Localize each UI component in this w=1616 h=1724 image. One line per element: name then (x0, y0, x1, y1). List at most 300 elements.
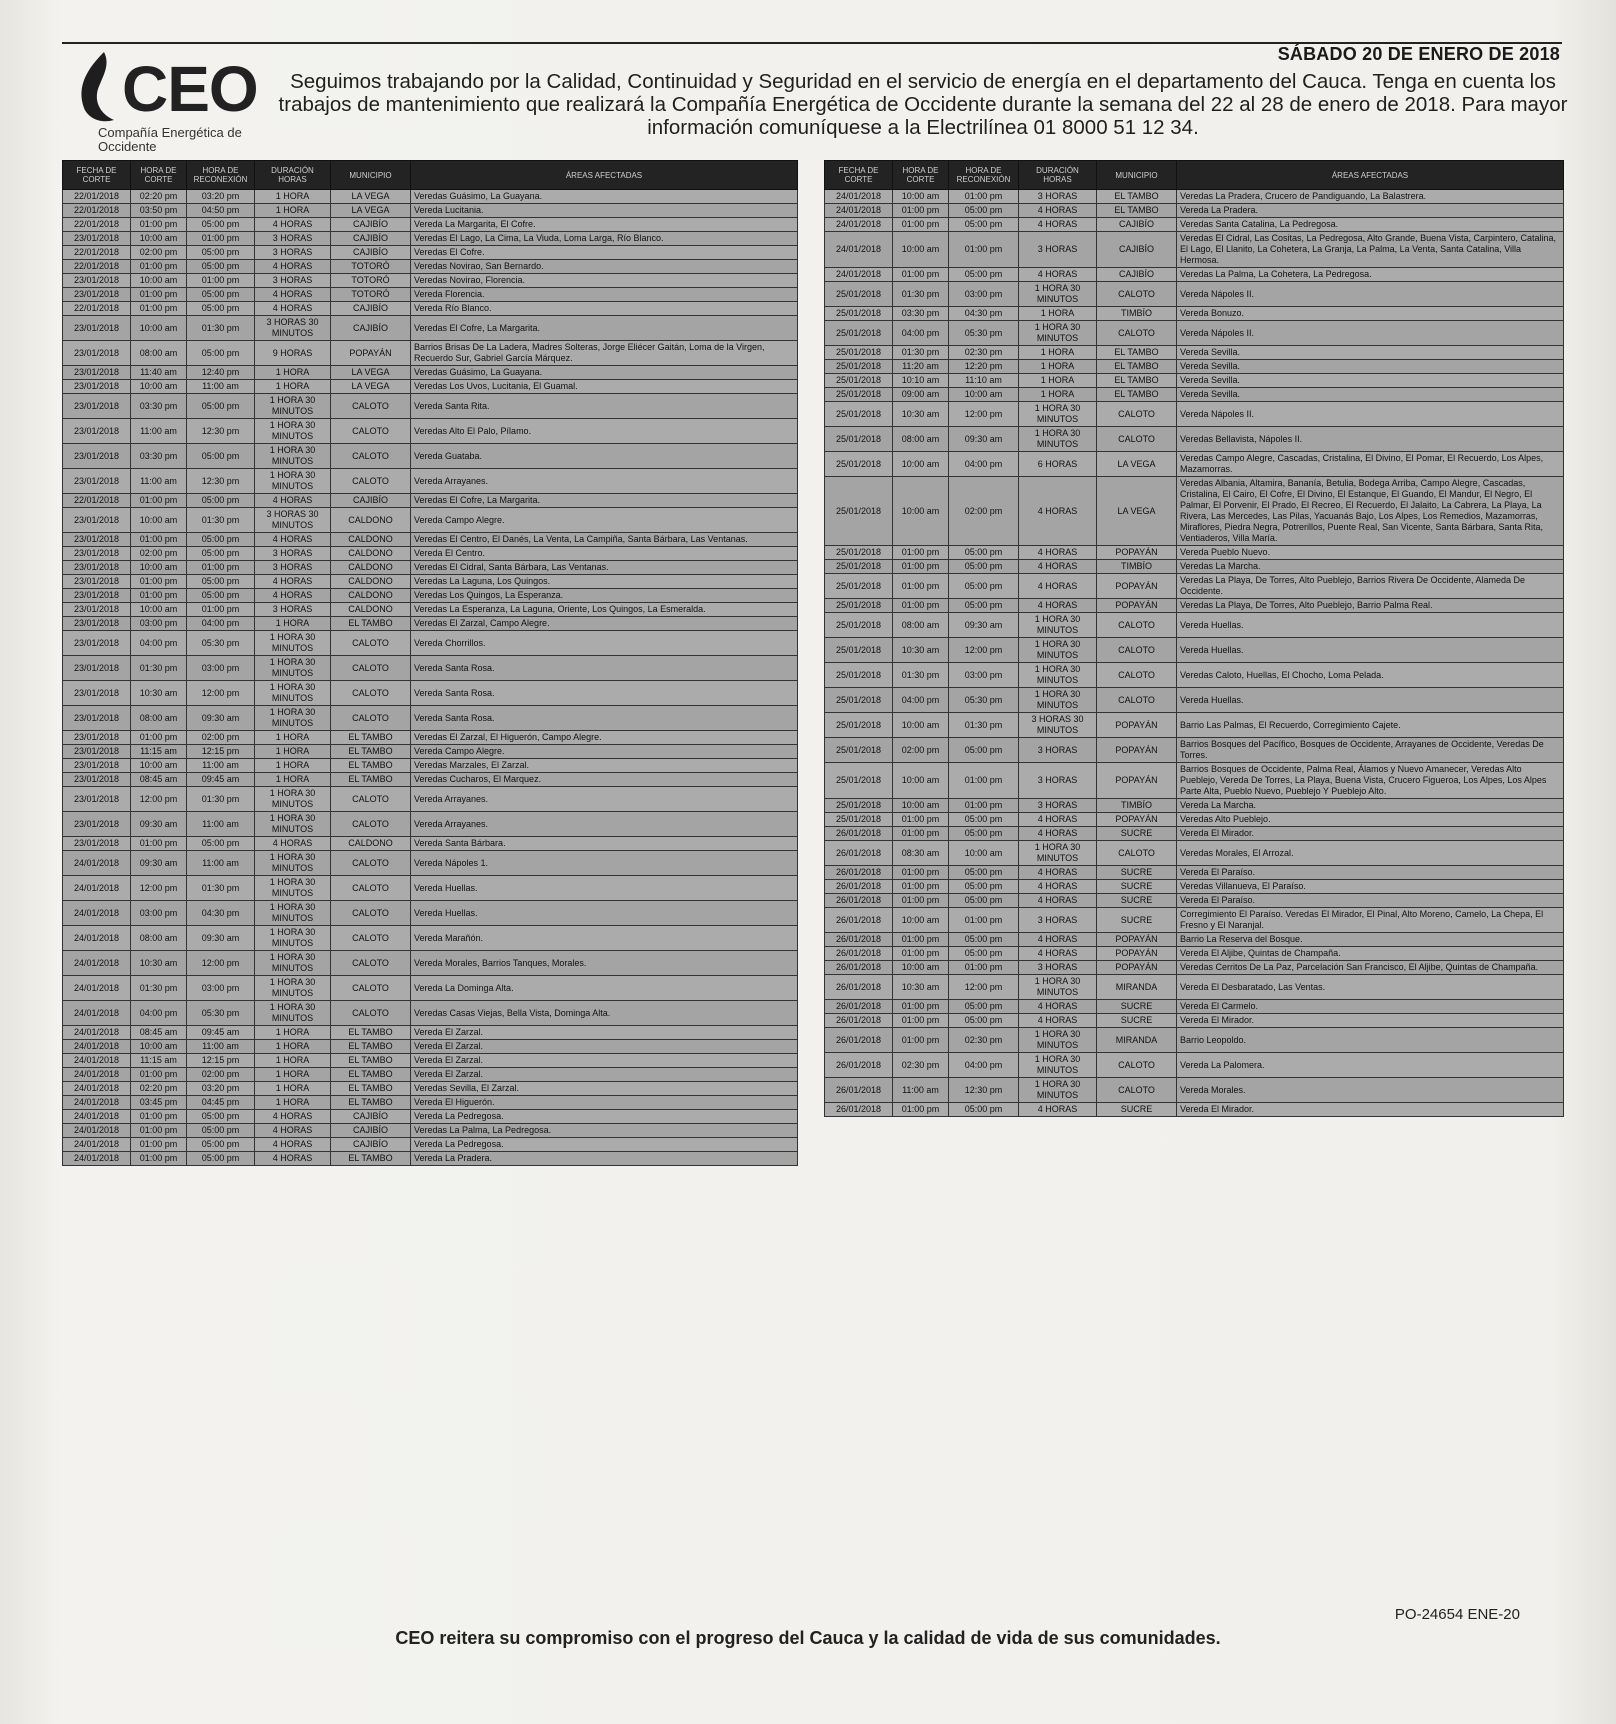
cell-cut-date: 25/01/2018 (825, 638, 893, 663)
cell-duration: 4 HORAS (1019, 574, 1097, 599)
column-header-cut-date: FECHA DE CORTE (63, 161, 131, 190)
cell-cut-time: 01:00 pm (893, 599, 949, 613)
cell-affected-areas: Vereda El Higuerón. (411, 1096, 798, 1110)
cell-affected-areas: Veredas La Palma, La Cohetera, La Pedregosa. (1177, 268, 1564, 282)
cell-duration: 1 HORA 30 MINUTOS (255, 787, 331, 812)
cell-reconnection-time: 01:00 pm (187, 603, 255, 617)
cell-reconnection-time: 04:00 pm (949, 452, 1019, 477)
cell-duration: 3 HORAS (255, 561, 331, 575)
cell-cut-date: 22/01/2018 (63, 302, 131, 316)
cell-reconnection-time: 01:30 pm (187, 876, 255, 901)
cell-municipality: CALOTO (331, 1001, 411, 1026)
cell-reconnection-time: 11:00 am (187, 851, 255, 876)
cell-duration: 4 HORAS (1019, 933, 1097, 947)
cell-reconnection-time: 01:30 pm (187, 316, 255, 341)
cell-affected-areas: Veredas Campo Alegre, Cascadas, Cristalina, El Divino, El Pomar, El Recuerdo, Los Alpes, Mazamorras. (1177, 452, 1564, 477)
cell-affected-areas: Vereda Santa Bárbara. (411, 837, 798, 851)
cell-reconnection-time: 01:30 pm (187, 508, 255, 533)
cell-reconnection-time: 04:00 pm (949, 1053, 1019, 1078)
cell-cut-date: 25/01/2018 (825, 799, 893, 813)
cell-cut-time: 08:00 am (131, 706, 187, 731)
cell-municipality: CALDONO (331, 589, 411, 603)
cell-reconnection-time: 05:00 pm (187, 288, 255, 302)
table-row (825, 1078, 1564, 1103)
cell-reconnection-time: 10:00 am (949, 841, 1019, 866)
cell-reconnection-time: 05:00 pm (949, 933, 1019, 947)
cell-municipality: CAJIBÍO (1097, 268, 1177, 282)
cell-municipality: TOTORÓ (331, 260, 411, 274)
cell-cut-date: 23/01/2018 (63, 469, 131, 494)
cell-duration: 1 HORA 30 MINUTOS (255, 976, 331, 1001)
cell-reconnection-time: 12:00 pm (187, 951, 255, 976)
cell-cut-time: 01:00 pm (893, 880, 949, 894)
cell-cut-time: 08:00 am (893, 427, 949, 452)
cell-duration: 4 HORAS (255, 218, 331, 232)
cell-cut-time: 01:00 pm (893, 560, 949, 574)
cell-duration: 1 HORA 30 MINUTOS (1019, 402, 1097, 427)
publication-date: SÁBADO 20 DE ENERO DE 2018 (1277, 44, 1560, 64)
cell-duration: 1 HORA 30 MINUTOS (255, 469, 331, 494)
cell-municipality: CALOTO (1097, 841, 1177, 866)
cell-reconnection-time: 12:20 pm (949, 360, 1019, 374)
cell-reconnection-time: 11:00 am (187, 380, 255, 394)
table-row (825, 975, 1564, 1000)
cell-affected-areas: Vereda Morales, Barrios Tanques, Morales. (411, 951, 798, 976)
cell-duration: 1 HORA (255, 617, 331, 631)
cell-municipality: CALDONO (331, 561, 411, 575)
cell-duration: 4 HORAS (1019, 599, 1097, 613)
cell-reconnection-time: 05:00 pm (187, 218, 255, 232)
cell-duration: 3 HORAS (1019, 799, 1097, 813)
cell-reconnection-time: 01:00 pm (949, 232, 1019, 268)
cell-affected-areas: Vereda Arrayanes. (411, 812, 798, 837)
table-row (825, 1028, 1564, 1053)
cell-municipality: EL TAMBO (331, 617, 411, 631)
table-row (825, 599, 1564, 613)
cell-affected-areas: Vereda Marañón. (411, 926, 798, 951)
cell-reconnection-time: 03:00 pm (187, 656, 255, 681)
cell-reconnection-time: 02:00 pm (187, 731, 255, 745)
cell-affected-areas: Vereda Huellas. (411, 876, 798, 901)
cell-cut-date: 23/01/2018 (63, 380, 131, 394)
table-row (63, 837, 798, 851)
cell-cut-date: 25/01/2018 (825, 813, 893, 827)
cell-municipality: TIMBÍO (1097, 307, 1177, 321)
table-row (63, 681, 798, 706)
cell-cut-date: 23/01/2018 (63, 773, 131, 787)
cell-cut-time: 01:00 pm (131, 302, 187, 316)
table-row (825, 813, 1564, 827)
cell-municipality: SUCRE (1097, 908, 1177, 933)
cell-reconnection-time: 04:00 pm (187, 617, 255, 631)
cell-duration: 1 HORA 30 MINUTOS (255, 851, 331, 876)
table-row (825, 374, 1564, 388)
cell-affected-areas: Vereda Sevilla. (1177, 388, 1564, 402)
cell-reconnection-time: 05:00 pm (949, 546, 1019, 560)
cell-cut-time: 10:00 am (131, 1040, 187, 1054)
table-row (825, 713, 1564, 738)
table-row (63, 204, 798, 218)
cell-municipality: CALOTO (331, 926, 411, 951)
cell-cut-time: 03:00 pm (131, 901, 187, 926)
cell-duration: 1 HORA 30 MINUTOS (255, 951, 331, 976)
cell-cut-date: 24/01/2018 (63, 1082, 131, 1096)
cell-reconnection-time: 03:20 pm (187, 1082, 255, 1096)
cell-affected-areas: Barrio La Reserva del Bosque. (1177, 933, 1564, 947)
table-row (63, 812, 798, 837)
cell-affected-areas: Vereda La Dominga Alta. (411, 976, 798, 1001)
cell-cut-time: 10:10 am (893, 374, 949, 388)
cell-affected-areas: Veredas Alto Pueblejo. (1177, 813, 1564, 827)
cell-cut-time: 10:00 am (893, 713, 949, 738)
cell-affected-areas: Veredas La Esperanza, La Laguna, Oriente, Los Quingos, La Esmeralda. (411, 603, 798, 617)
cell-cut-time: 10:00 am (131, 316, 187, 341)
cell-affected-areas: Vereda La Margarita, El Cofre. (411, 218, 798, 232)
cell-municipality: CAJIBÍO (331, 218, 411, 232)
cell-duration: 3 HORAS (255, 246, 331, 260)
cell-duration: 4 HORAS (1019, 560, 1097, 574)
cell-duration: 4 HORAS (1019, 546, 1097, 560)
cell-duration: 1 HORA 30 MINUTOS (255, 926, 331, 951)
cell-reconnection-time: 12:40 pm (187, 366, 255, 380)
cell-affected-areas: Vereda Nápoles II. (1177, 402, 1564, 427)
cell-affected-areas: Veredas La Laguna, Los Quingos. (411, 575, 798, 589)
cell-duration: 1 HORA (255, 759, 331, 773)
cell-cut-date: 25/01/2018 (825, 738, 893, 763)
cell-municipality: CALOTO (331, 656, 411, 681)
cell-duration: 4 HORAS (1019, 866, 1097, 880)
table-row (825, 307, 1564, 321)
cell-cut-date: 22/01/2018 (63, 218, 131, 232)
cell-cut-date: 23/01/2018 (63, 656, 131, 681)
cell-cut-date: 24/01/2018 (63, 1040, 131, 1054)
cell-cut-time: 10:00 am (893, 908, 949, 933)
cell-cut-date: 23/01/2018 (63, 394, 131, 419)
table-row (825, 282, 1564, 307)
cell-duration: 1 HORA (1019, 346, 1097, 360)
cell-cut-time: 10:30 am (131, 681, 187, 706)
cell-cut-date: 26/01/2018 (825, 827, 893, 841)
cell-reconnection-time: 05:00 pm (949, 947, 1019, 961)
table-row (63, 533, 798, 547)
cell-duration: 1 HORA 30 MINUTOS (255, 444, 331, 469)
cell-municipality: CALDONO (331, 508, 411, 533)
cell-cut-time: 12:00 pm (131, 876, 187, 901)
cell-municipality: EL TAMBO (331, 1096, 411, 1110)
cell-reconnection-time: 01:00 pm (187, 232, 255, 246)
cell-cut-date: 26/01/2018 (825, 880, 893, 894)
cell-reconnection-time: 01:00 pm (949, 961, 1019, 975)
cell-affected-areas: Vereda Nápoles 1. (411, 851, 798, 876)
cell-reconnection-time: 02:30 pm (949, 346, 1019, 360)
cell-cut-time: 09:30 am (131, 851, 187, 876)
cell-cut-time: 01:30 pm (131, 656, 187, 681)
cell-duration: 1 HORA 30 MINUTOS (1019, 282, 1097, 307)
cell-duration: 4 HORAS (1019, 218, 1097, 232)
cell-cut-time: 10:00 am (893, 190, 949, 204)
cell-affected-areas: Vereda Morales. (1177, 1078, 1564, 1103)
table-row (825, 560, 1564, 574)
cell-reconnection-time: 01:00 pm (187, 561, 255, 575)
table-row (63, 1026, 798, 1040)
cell-affected-areas: Veredas Marzales, El Zarzal. (411, 759, 798, 773)
column-header-municipality: MUNICIPIO (331, 161, 411, 190)
table-header-row (825, 161, 1564, 190)
cell-cut-date: 24/01/2018 (63, 926, 131, 951)
table-row (63, 547, 798, 561)
cell-cut-date: 23/01/2018 (63, 316, 131, 341)
cell-cut-date: 26/01/2018 (825, 1028, 893, 1053)
cell-reconnection-time: 12:15 pm (187, 1054, 255, 1068)
cell-duration: 1 HORA 30 MINUTOS (1019, 1078, 1097, 1103)
cell-duration: 1 HORA (255, 745, 331, 759)
cell-affected-areas: Veredas Albania, Altamira, Bananía, Betulia, Bodega Arriba, Campo Alegre, Cascadas, Cristalina, El Cairo, El Cofre, El Divino, El Estanque, El Guando, El Mandur, El Negro, El Palmar, El Porvenir, El Prado, El Recreo, El Recuerdo, El Jalaito, La Cabrera, La Playa, La Rivera, Las Mercedes, Las Pilas, Yacuanás Bajo, Los Alpes, Los Remedios, Mazamorras, Miraflores, Piedra Negra, Potrerillos, Puente Real, San Vicente, Santa Bárbara, Santa Rita, Ventiaderos, Villa María. (1177, 477, 1564, 546)
table-row (825, 204, 1564, 218)
table-row (825, 346, 1564, 360)
cell-municipality: EL TAMBO (331, 1026, 411, 1040)
cell-affected-areas: Vereda El Zarzal. (411, 1040, 798, 1054)
cell-cut-time: 11:15 am (131, 745, 187, 759)
footer-slogan: CEO reitera su compromiso con el progreso del Cauca y la calidad de vida de sus comunidades. (395, 1628, 1221, 1648)
cell-cut-time: 01:00 pm (131, 1152, 187, 1166)
cell-reconnection-time: 05:00 pm (949, 1014, 1019, 1028)
cell-cut-date: 25/01/2018 (825, 388, 893, 402)
cell-affected-areas: Vereda Campo Alegre. (411, 745, 798, 759)
cell-cut-date: 26/01/2018 (825, 841, 893, 866)
cell-cut-date: 23/01/2018 (63, 561, 131, 575)
cell-reconnection-time: 11:00 am (187, 1040, 255, 1054)
cell-cut-time: 04:00 pm (131, 631, 187, 656)
intro-paragraph: Seguimos trabajando por la Calidad, Continuidad y Seguridad en el servicio de energía en el departamento del Cauca. Tenga en cuenta los trabajos de mantenimiento que realizará la Compañía Energética de Occidente durante la semana del 22 al 28 de enero de 2018. Para mayor información comuníquese a la Electrilínea 01 8000 51 12 34. (278, 70, 1568, 139)
cell-cut-time: 01:30 pm (893, 346, 949, 360)
cell-cut-date: 24/01/2018 (825, 268, 893, 282)
cell-reconnection-time: 05:30 pm (949, 688, 1019, 713)
cell-municipality: POPAYÁN (1097, 738, 1177, 763)
cell-cut-time: 10:00 am (131, 232, 187, 246)
cell-affected-areas: Vereda El Mirador. (1177, 1103, 1564, 1117)
cell-cut-date: 23/01/2018 (63, 366, 131, 380)
cell-duration: 4 HORAS (1019, 813, 1097, 827)
cell-cut-date: 26/01/2018 (825, 1014, 893, 1028)
cell-cut-time: 10:30 am (131, 951, 187, 976)
cell-cut-date: 24/01/2018 (63, 1001, 131, 1026)
cell-cut-time: 01:00 pm (893, 268, 949, 282)
cell-cut-time: 08:00 am (131, 926, 187, 951)
cell-reconnection-time: 04:45 pm (187, 1096, 255, 1110)
cell-affected-areas: Barrios Brisas De La Ladera, Madres Solteras, Jorge Eliécer Gaitán, Loma de la Virgen, Recuerdo Sur, Gabriel García Márquez. (411, 341, 798, 366)
cell-municipality: SUCRE (1097, 1000, 1177, 1014)
cell-reconnection-time: 05:00 pm (187, 260, 255, 274)
cell-duration: 3 HORAS (1019, 738, 1097, 763)
table-row (825, 947, 1564, 961)
cell-reconnection-time: 04:30 pm (187, 901, 255, 926)
cell-municipality: SUCRE (1097, 880, 1177, 894)
cell-duration: 1 HORA (255, 1054, 331, 1068)
cell-affected-areas: Veredas Novirao, Florencia. (411, 274, 798, 288)
cell-reconnection-time: 05:00 pm (187, 246, 255, 260)
cell-municipality: CALOTO (331, 787, 411, 812)
cell-affected-areas: Veredas La Pradera, Crucero de Pandiguando, La Balastrera. (1177, 190, 1564, 204)
cell-municipality: EL TAMBO (1097, 374, 1177, 388)
cell-reconnection-time: 12:30 pm (187, 419, 255, 444)
table-row (825, 321, 1564, 346)
cell-municipality: CALOTO (1097, 321, 1177, 346)
table-row (825, 477, 1564, 546)
cell-duration: 1 HORA 30 MINUTOS (255, 876, 331, 901)
cell-reconnection-time: 05:00 pm (949, 880, 1019, 894)
cell-affected-areas: Vereda Santa Rosa. (411, 656, 798, 681)
cell-duration: 1 HORA 30 MINUTOS (1019, 688, 1097, 713)
cell-affected-areas: Veredas Sevilla, El Zarzal. (411, 1082, 798, 1096)
cell-cut-time: 01:00 pm (131, 1124, 187, 1138)
table-row (63, 494, 798, 508)
table-row (63, 1138, 798, 1152)
cell-cut-date: 26/01/2018 (825, 894, 893, 908)
cell-cut-time: 01:00 pm (893, 1014, 949, 1028)
cell-duration: 1 HORA 30 MINUTOS (255, 706, 331, 731)
cell-reconnection-time: 01:00 pm (949, 908, 1019, 933)
cell-affected-areas: Vereda Bonuzo. (1177, 307, 1564, 321)
cell-municipality: SUCRE (1097, 1014, 1177, 1028)
cell-municipality: POPAYÁN (1097, 546, 1177, 560)
cell-cut-date: 26/01/2018 (825, 933, 893, 947)
cell-duration: 4 HORAS (1019, 477, 1097, 546)
cell-municipality: TOTORÓ (331, 288, 411, 302)
cell-cut-date: 24/01/2018 (63, 1068, 131, 1082)
cell-cut-date: 25/01/2018 (825, 402, 893, 427)
cell-cut-date: 26/01/2018 (825, 1000, 893, 1014)
cell-municipality: EL TAMBO (331, 1040, 411, 1054)
cell-cut-date: 23/01/2018 (63, 232, 131, 246)
schedule-table-right (824, 160, 1564, 1117)
table-row (63, 976, 798, 1001)
table-row (825, 841, 1564, 866)
cell-affected-areas: Vereda El Paraíso. (1177, 866, 1564, 880)
cell-cut-time: 10:00 am (893, 799, 949, 813)
cell-affected-areas: Vereda La Palomera. (1177, 1053, 1564, 1078)
cell-affected-areas: Veredas Villanueva, El Paraíso. (1177, 880, 1564, 894)
cell-cut-date: 26/01/2018 (825, 1053, 893, 1078)
cell-cut-time: 10:00 am (131, 759, 187, 773)
cell-municipality: EL TAMBO (1097, 388, 1177, 402)
cell-reconnection-time: 02:00 pm (187, 1068, 255, 1082)
cell-municipality: CAJIBÍO (331, 316, 411, 341)
cell-municipality: POPAYÁN (1097, 599, 1177, 613)
cell-cut-time: 09:30 am (131, 812, 187, 837)
cell-cut-date: 26/01/2018 (825, 947, 893, 961)
cell-cut-date: 25/01/2018 (825, 713, 893, 738)
cell-affected-areas: Veredas La Playa, De Torres, Alto Pueblejo, Barrios Rivera De Occidente, Alameda De Occidente. (1177, 574, 1564, 599)
cell-cut-time: 01:00 pm (131, 260, 187, 274)
table-row (825, 1000, 1564, 1014)
table-row (63, 631, 798, 656)
cell-reconnection-time: 05:00 pm (949, 813, 1019, 827)
logo-subtitle: Compañía Energética de Occidente (98, 125, 242, 154)
cell-reconnection-time: 05:00 pm (187, 575, 255, 589)
cell-cut-date: 22/01/2018 (63, 260, 131, 274)
cell-municipality: CALOTO (1097, 663, 1177, 688)
cell-reconnection-time: 02:30 pm (949, 1028, 1019, 1053)
cell-cut-date: 25/01/2018 (825, 360, 893, 374)
cell-cut-date: 22/01/2018 (63, 204, 131, 218)
cell-municipality: CAJIBÍO (331, 232, 411, 246)
cell-municipality: CALOTO (1097, 282, 1177, 307)
cell-affected-areas: Veredas El Cofre, La Margarita. (411, 494, 798, 508)
table-row (63, 1082, 798, 1096)
table-row (63, 876, 798, 901)
cell-reconnection-time: 03:00 pm (949, 282, 1019, 307)
cell-duration: 1 HORA (255, 1082, 331, 1096)
cell-duration: 1 HORA 30 MINUTOS (1019, 1053, 1097, 1078)
cell-municipality: SUCRE (1097, 827, 1177, 841)
cell-cut-time: 10:00 am (131, 508, 187, 533)
cell-municipality: CALDONO (331, 533, 411, 547)
cell-duration: 4 HORAS (255, 1124, 331, 1138)
cell-municipality: EL TAMBO (1097, 190, 1177, 204)
cell-cut-time: 10:00 am (131, 603, 187, 617)
cell-municipality: POPAYÁN (331, 341, 411, 366)
cell-municipality: EL TAMBO (1097, 346, 1177, 360)
cell-cut-time: 11:00 am (893, 1078, 949, 1103)
cell-affected-areas: Vereda El Mirador. (1177, 827, 1564, 841)
cell-cut-time: 11:20 am (893, 360, 949, 374)
cell-cut-time: 08:30 am (893, 841, 949, 866)
cell-duration: 1 HORA 30 MINUTOS (255, 419, 331, 444)
cell-affected-areas: Vereda Sevilla. (1177, 360, 1564, 374)
cell-municipality: CALDONO (331, 547, 411, 561)
table-row (825, 218, 1564, 232)
cell-reconnection-time: 05:00 pm (187, 837, 255, 851)
cell-duration: 4 HORAS (255, 302, 331, 316)
cell-municipality: TOTORÓ (331, 274, 411, 288)
cell-cut-date: 24/01/2018 (63, 851, 131, 876)
cell-affected-areas: Vereda Santa Rosa. (411, 706, 798, 731)
cell-duration: 1 HORA (255, 190, 331, 204)
table-row (63, 469, 798, 494)
column-header-reconnection-time: HORA DE RECONEXIÓN (187, 161, 255, 190)
cell-cut-time: 04:00 pm (893, 688, 949, 713)
cell-municipality: CALDONO (331, 837, 411, 851)
cell-cut-time: 11:00 am (131, 419, 187, 444)
cell-duration: 3 HORAS 30 MINUTOS (255, 508, 331, 533)
cell-cut-time: 10:30 am (893, 402, 949, 427)
cell-reconnection-time: 05:00 pm (949, 866, 1019, 880)
cell-duration: 3 HORAS (255, 547, 331, 561)
cell-duration: 1 HORA (1019, 307, 1097, 321)
cell-municipality: EL TAMBO (331, 1068, 411, 1082)
table-row (63, 926, 798, 951)
table-row (63, 366, 798, 380)
cell-affected-areas: Vereda Guataba. (411, 444, 798, 469)
cell-cut-time: 10:00 am (893, 477, 949, 546)
cell-cut-date: 23/01/2018 (63, 631, 131, 656)
cell-duration: 1 HORA 30 MINUTOS (1019, 321, 1097, 346)
cell-cut-date: 25/01/2018 (825, 560, 893, 574)
table-row (825, 1014, 1564, 1028)
cell-municipality: CAJIBÍO (331, 1124, 411, 1138)
cell-municipality: POPAYÁN (1097, 947, 1177, 961)
table-row (825, 190, 1564, 204)
cell-affected-areas: Vereda Nápoles II. (1177, 321, 1564, 346)
cell-cut-time: 01:30 pm (893, 282, 949, 307)
cell-cut-date: 22/01/2018 (63, 494, 131, 508)
cell-affected-areas: Barrio Las Palmas, El Recuerdo, Corregimiento Cajete. (1177, 713, 1564, 738)
flame-logo-icon (70, 48, 130, 128)
cell-cut-time: 02:20 pm (131, 190, 187, 204)
cell-cut-date: 25/01/2018 (825, 282, 893, 307)
cell-cut-time: 01:00 pm (131, 494, 187, 508)
cell-affected-areas: Veredas Guásimo, La Guayana. (411, 190, 798, 204)
